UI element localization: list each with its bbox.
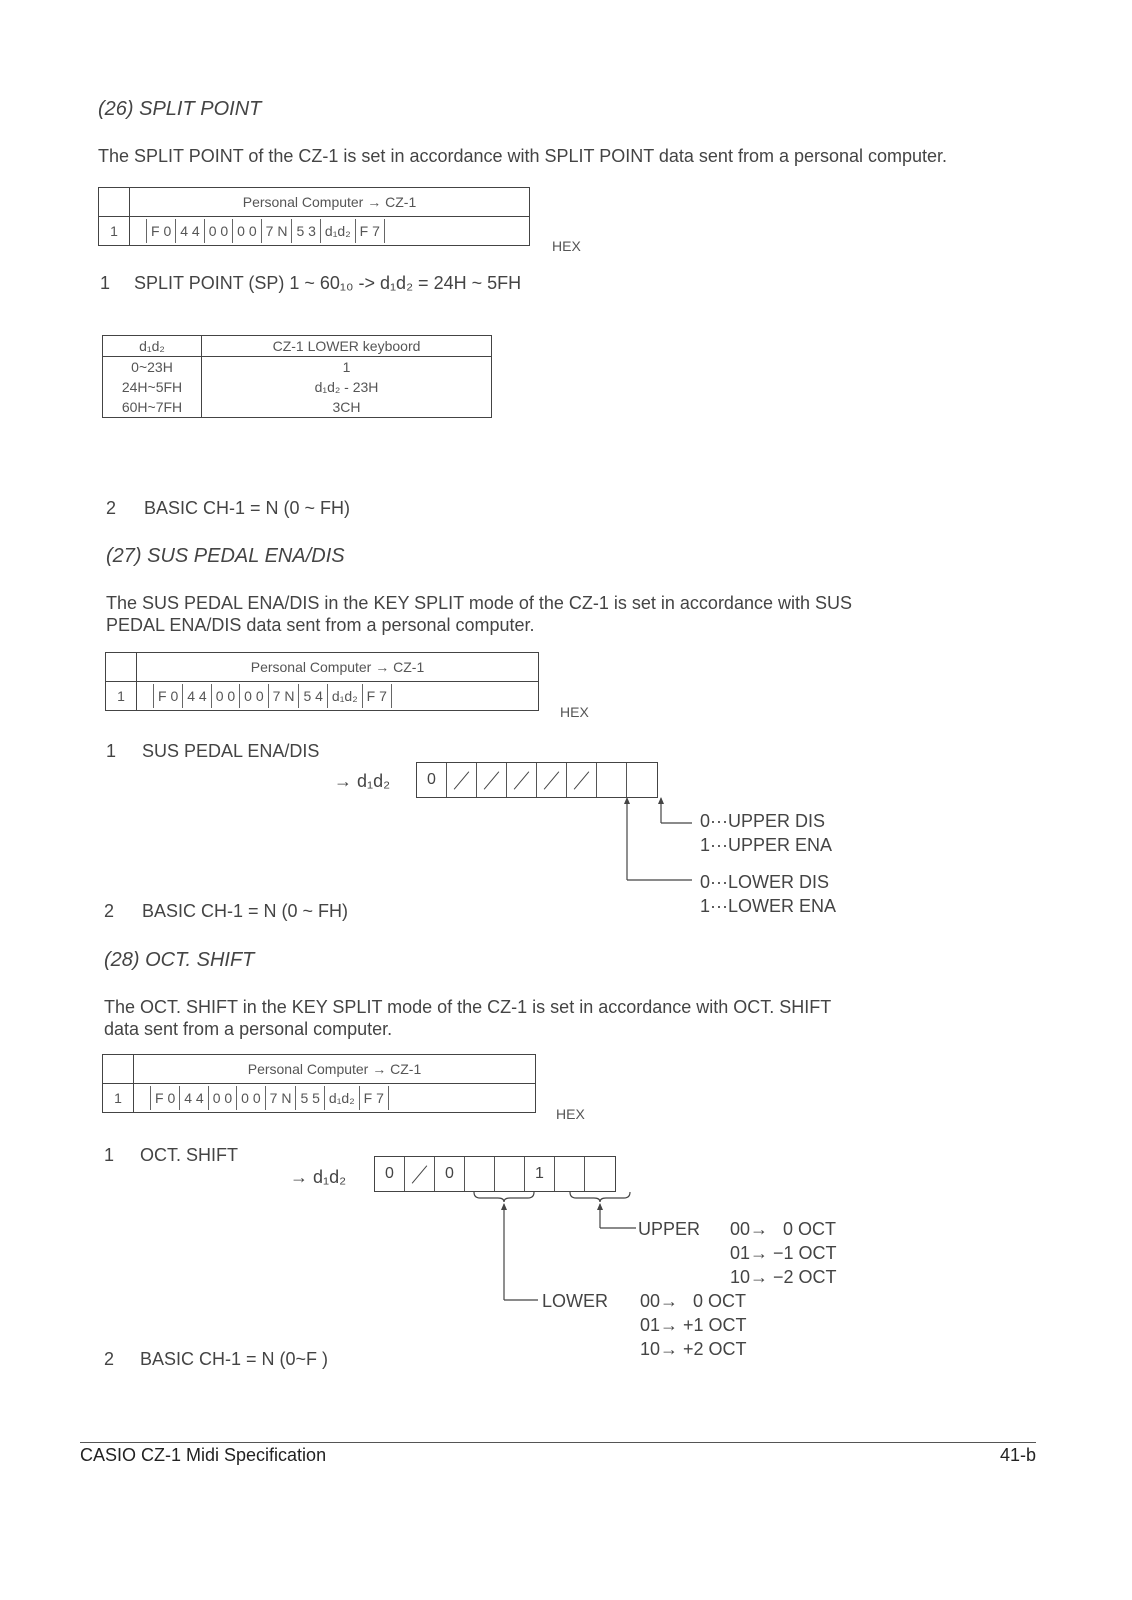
bit-pointer-lines-27 (600, 796, 700, 886)
item-number: 2 (104, 1349, 115, 1369)
byte-sequence (153, 684, 538, 708)
table-cell: 1 (342, 359, 351, 375)
upper-row: 10→ −2 OCT (730, 1267, 837, 1287)
byte-cell: 0 0 (232, 219, 260, 243)
section-28-heading: (28) OCT. SHIFT (104, 949, 255, 971)
byte-sequence (146, 219, 529, 243)
section-27-intro-line1: The SUS PEDAL ENA/DIS in the KEY SPLIT mode of the CZ-1 is set in accordance with SUS (106, 593, 852, 613)
bit-cell: 0 (417, 763, 447, 797)
oct-shift-label: OCT. SHIFT (140, 1145, 238, 1165)
byte-cell: 5 4 (298, 684, 326, 708)
byte-cell: 7 N (261, 219, 292, 243)
row-number: 1 (103, 1084, 134, 1113)
byte-cell: F 7 (362, 684, 392, 708)
basic-channel: BASIC CH-1 = N (0 ~ FH) (142, 901, 349, 921)
table-cell: 3CH (332, 399, 361, 415)
lower-row: 01→ +1 OCT (640, 1315, 747, 1335)
byte-cell: d₁d₂ (324, 1086, 359, 1110)
byte-cell: 4 4 (179, 1086, 207, 1110)
table-cell: 24H~5FH (103, 377, 202, 397)
byte-cell: 0 0 (239, 684, 267, 708)
item-number: 2 (106, 498, 117, 518)
data-arrow-label: → d₁d₂ (290, 1167, 347, 1187)
section-28-intro-line2: data sent from a personal computer. (104, 1019, 393, 1039)
sus-pedal-label: SUS PEDAL ENA/DIS (142, 741, 320, 761)
table-cell: 60H~7FH (103, 397, 202, 418)
section-26-heading: (26) SPLIT POINT (98, 98, 262, 120)
split-point-table (102, 335, 492, 418)
split-point-range: SPLIT POINT (SP) 1 ~ 60₁₀ -> d₁d₂ = 24H ~ 5FH (134, 273, 522, 293)
bit-cell-upper (627, 763, 657, 797)
row-number: 1 (106, 682, 137, 711)
item-number: 1 (100, 273, 111, 293)
bit-cell-upper (585, 1157, 615, 1191)
byte-cell: d₁d₂ (320, 219, 355, 243)
section-28-intro-line1: The OCT. SHIFT in the KEY SPLIT mode of the CZ-1 is set in accordance with OCT. SHIFT (104, 997, 832, 1017)
bit-cell-unused (567, 763, 597, 797)
item-number: 2 (104, 901, 115, 921)
upper-row: 00→ 0 OCT (730, 1219, 837, 1239)
lower-dis: 0···LOWER DIS (700, 872, 830, 892)
item-number: 1 (106, 741, 117, 761)
bit-cell-unused (477, 763, 507, 797)
byte-cell: F 0 (150, 1086, 179, 1110)
footer-divider (80, 1442, 1036, 1443)
bit-cell-lower (495, 1157, 525, 1191)
bit-diagram-27 (416, 762, 658, 798)
basic-channel: BASIC CH-1 = N (0 ~ FH) (144, 498, 351, 518)
table-header: Personal Computer → CZ-1 (137, 653, 539, 682)
upper-label: UPPER (638, 1219, 701, 1239)
byte-cell: F 0 (146, 219, 175, 243)
page-number: 41-b (999, 1445, 1036, 1465)
lower-ena: 1···LOWER ENA (700, 896, 837, 916)
byte-cell: 0 0 (204, 219, 232, 243)
bit-cell-lower (597, 763, 627, 797)
message-table-27 (105, 652, 539, 711)
byte-cell: 7 N (265, 1086, 296, 1110)
col-header: CZ-1 LOWER keyboord (202, 336, 492, 357)
table-header: Personal Computer → CZ-1 (130, 188, 530, 217)
col-header: d₁d₂ (103, 336, 202, 357)
data-arrow-label: → d₁d₂ (334, 771, 391, 791)
byte-cell: F 7 (359, 1086, 389, 1110)
byte-cell: 5 5 (295, 1086, 323, 1110)
bit-cell-unused (405, 1157, 435, 1191)
bit-cell: 1 (525, 1157, 555, 1191)
message-table-26 (98, 187, 530, 246)
byte-cell: 4 4 (182, 684, 210, 708)
hex-label: HEX (552, 238, 581, 254)
bit-cell-unused (507, 763, 537, 797)
bit-cell-upper (555, 1157, 585, 1191)
byte-cell: 0 0 (208, 1086, 236, 1110)
byte-cell: d₁d₂ (327, 684, 362, 708)
section-27-heading: (27) SUS PEDAL ENA/DIS (106, 545, 345, 567)
lower-row: 00→ 0 OCT (640, 1291, 747, 1311)
upper-dis: 0···UPPER DIS (700, 811, 826, 831)
bit-cell: 0 (435, 1157, 465, 1191)
byte-cell: 5 3 (291, 219, 319, 243)
table-header: Personal Computer → CZ-1 (134, 1055, 536, 1084)
section-27-intro-line2: PEDAL ENA/DIS data sent from a personal computer. (106, 615, 535, 635)
hex-label: HEX (556, 1106, 585, 1122)
section-26-intro: The SPLIT POINT of the CZ-1 is set in accordance with SPLIT POINT data sent from a personal computer. (98, 146, 948, 166)
byte-cell: 4 4 (175, 219, 203, 243)
row-number: 1 (99, 217, 130, 246)
upper-ena: 1···UPPER ENA (700, 835, 833, 855)
bit-cell-lower (465, 1157, 495, 1191)
upper-row: 01→ −1 OCT (730, 1243, 837, 1263)
item-number: 1 (104, 1145, 115, 1165)
message-table-28 (102, 1054, 536, 1113)
table-cell: 0~23H (103, 357, 202, 378)
basic-channel: BASIC CH-1 = N (0~F ) (140, 1349, 329, 1369)
lower-row: 10→ +2 OCT (640, 1339, 747, 1359)
footer-title: CASIO CZ-1 Midi Specification (80, 1445, 327, 1465)
byte-cell: 7 N (268, 684, 299, 708)
table-cell: d₁d₂ - 23H (314, 379, 379, 395)
byte-sequence (150, 1086, 535, 1110)
bit-cell: 0 (375, 1157, 405, 1191)
byte-cell: F 0 (153, 684, 182, 708)
hex-label: HEX (560, 704, 589, 720)
lower-label: LOWER (542, 1291, 609, 1311)
byte-cell: F 7 (355, 219, 385, 243)
byte-cell: 0 0 (236, 1086, 264, 1110)
bit-cell-unused (537, 763, 567, 797)
bit-diagram-28 (374, 1156, 616, 1192)
byte-cell: 0 0 (211, 684, 239, 708)
bit-cell-unused (447, 763, 477, 797)
